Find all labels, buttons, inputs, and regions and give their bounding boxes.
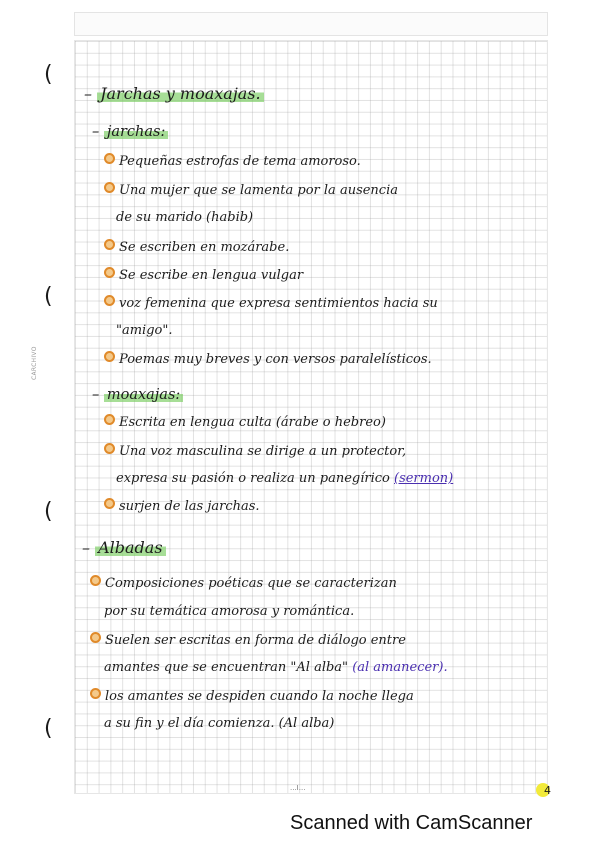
list-item-text: Se escriben en mozárabe. [119,240,290,255]
title-highlight: Albadas [95,538,165,557]
list-item [90,688,414,704]
bullet-icon [104,498,115,509]
bullet-icon [104,239,115,250]
bullet-icon [90,632,101,643]
list-item-text: amantes que se encuentran "Al alba" [104,660,349,675]
bullet-icon [104,351,115,362]
list-item-text: Poemas muy breves y con versos paralelísticos. [119,352,432,367]
purple-note: (sermon) [394,471,454,486]
list-item-text: Se escribe en lengua vulgar [119,268,304,283]
list-item-text: Una mujer que se lamenta por la ausencia [119,183,398,198]
subtitle-highlight: jarchas: [104,124,169,140]
bullet-icon [104,414,115,425]
list-item-text: Suelen ser escritas en forma de diálogo entre [105,633,406,648]
list-item [104,414,386,430]
list-item-continuation [116,471,453,486]
subtitle-highlight: moaxajas: [104,387,183,403]
section-title-jarchas-moaxajas: – Jarchas y moaxajas. [84,84,264,103]
bullet-icon [104,295,115,306]
bullet-icon [90,688,101,699]
page-header-strip [74,12,548,36]
list-item [90,632,406,648]
purple-note: (al amanecer). [352,660,448,675]
section-title-albadas: – Albadas [82,538,166,557]
list-item [104,351,432,367]
page-number [536,783,551,797]
title-highlight: Jarchas y moaxajas. [97,84,264,103]
bullet-icon [104,267,115,278]
list-item [104,182,398,198]
list-item-continuation: "amigo". [116,323,173,338]
list-item-text: Pequeñas estrofas de tema amoroso. [119,154,361,169]
binder-ring-1: ( [44,62,53,87]
list-item [104,443,406,459]
list-item-continuation: de su marido (habib) [116,210,254,225]
list-item-continuation: a su fin y el día comienza. (Al alba) [104,716,335,731]
camscanner-banner: Scanned with CamScanner [290,812,533,834]
subtitle-jarchas: – jarchas: [92,124,168,140]
list-item [104,239,289,255]
subtitle-moaxajas: – moaxajas: [92,387,183,403]
page-marker: ...I... [290,784,306,792]
binder-ring-4: ( [44,716,53,741]
list-item-text: voz femenina que expresa sentimientos hacia su [119,296,438,311]
list-item [104,267,303,283]
bullet-icon [104,443,115,454]
page-number-text: 4 [544,784,551,797]
list-item [104,498,260,514]
list-item-text: los amantes se despiden cuando la noche llega [105,689,414,704]
list-item-text: Composiciones poéticas que se caracterizan [105,576,397,591]
scanner-watermark: CARCHIVO [31,346,38,380]
list-item [104,295,438,311]
list-item [90,575,397,591]
bullet-icon [104,153,115,164]
list-item-text: surjen de las jarchas. [119,499,260,514]
bullet-icon [90,575,101,586]
list-item-text: Una voz masculina se dirige a un protector, [119,444,407,459]
list-item-text: expresa su pasión o realiza un panegírico [116,471,390,486]
list-item [104,153,361,169]
binder-ring-3: ( [44,499,53,524]
list-item-continuation: por su temática amorosa y romántica. [104,604,355,619]
bullet-icon [104,182,115,193]
binder-ring-2: ( [44,284,53,309]
list-item-continuation [104,660,448,675]
list-item-text: Escrita en lengua culta (árabe o hebreo) [119,415,386,430]
